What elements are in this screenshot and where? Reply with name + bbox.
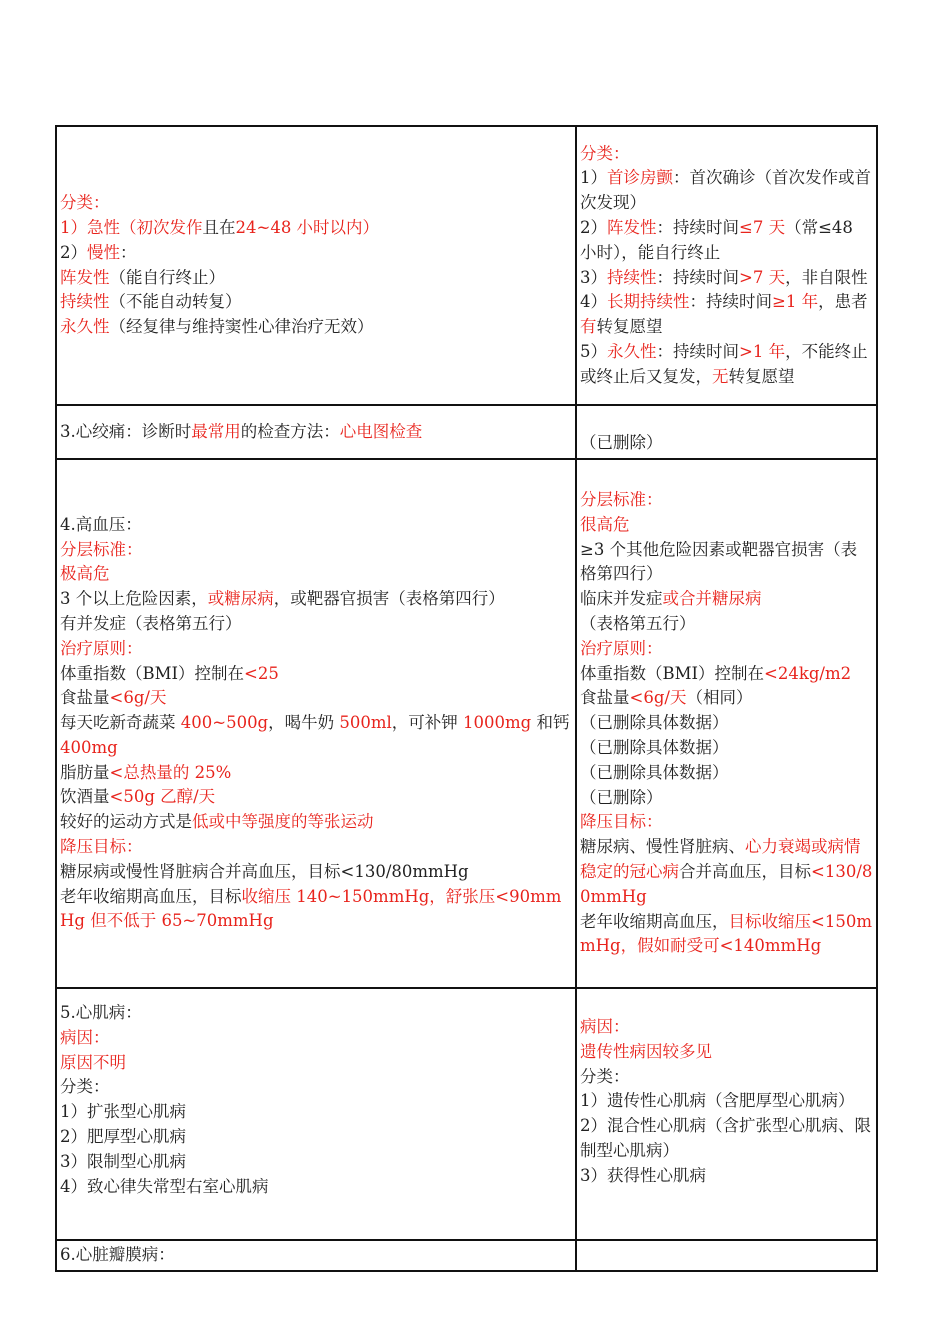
cell-line: [60, 711, 572, 761]
highlight-text: 低或中等强度的等张运动: [192, 812, 374, 832]
highlight-text: <总热量的 25%: [109, 762, 232, 782]
cell-line: [580, 686, 873, 711]
highlight-text: 持续性: [607, 267, 657, 287]
cell-line: [580, 1089, 873, 1114]
cell-line: [60, 885, 572, 935]
cell-line: [580, 513, 873, 538]
text-run: （已删除）: [580, 787, 663, 807]
highlight-text: 最常用: [191, 421, 241, 441]
cell-line: [580, 142, 873, 167]
text-run: 饮酒量: [60, 787, 110, 807]
text-run: 3）: [580, 267, 607, 287]
text-run: 3 个以上危险因素，: [60, 589, 208, 609]
cell-line: [580, 761, 873, 786]
text-run: （常≤48 小时），能自行终止: [580, 217, 853, 262]
text-run: ：持续时间: [689, 292, 772, 312]
text-run: 2）: [60, 242, 87, 262]
text-run: 转复愿望: [728, 366, 795, 386]
cell-line: [580, 290, 873, 340]
table-row-af: [56, 126, 877, 405]
text-run: 食盐量: [60, 688, 110, 708]
text-run: （已删除）: [580, 433, 663, 453]
comparison-table: [55, 125, 878, 1272]
highlight-text: 1000mg: [463, 713, 532, 733]
cell-line: [60, 1001, 572, 1026]
highlight-text: <130/80mmHg: [580, 861, 873, 906]
highlight-text: 很高危: [580, 514, 630, 534]
text-run: 分类：: [60, 1077, 110, 1097]
text-run: （已删除具体数据）: [580, 713, 729, 733]
cell-line: [580, 538, 873, 588]
text-run: ：持续时间: [656, 341, 739, 361]
cell-line: [60, 420, 572, 445]
highlight-text: <6g/天: [629, 688, 687, 708]
cell-line: [60, 191, 572, 216]
cell-line: [60, 810, 572, 835]
text-run: 体重指数（BMI）控制在: [580, 663, 765, 683]
highlight-text: 永久性: [607, 341, 657, 361]
text-run: 1）遗传性心肌病（含肥厚型心肌病）: [580, 1091, 855, 1111]
highlight-text: 永久性: [60, 317, 110, 337]
cell-line: [60, 1075, 572, 1100]
cell-line: [580, 711, 873, 736]
highlight-text: 或糖尿病: [207, 589, 274, 609]
cell-left: [56, 405, 576, 459]
cell-right: [576, 126, 877, 405]
text-run: ，不能终止或终止后又复发，: [580, 341, 868, 386]
table-row-hypertension: [56, 459, 877, 988]
text-run: 较好的运动方式是: [60, 812, 192, 832]
cell-line: [60, 290, 572, 315]
cell-line: [580, 340, 873, 390]
text-run: ，或靶器官损害（表格第四行）: [273, 589, 505, 609]
cell-line: [580, 835, 873, 909]
text-run: 体重指数（BMI）控制在: [60, 663, 245, 683]
text-run: 6.心脏瓣膜病：: [60, 1245, 175, 1264]
highlight-text: >1 年: [739, 341, 786, 361]
cell-line: [580, 810, 873, 835]
cell-line: [580, 1114, 873, 1164]
cell-line: [60, 513, 572, 538]
cell-line: [580, 637, 873, 662]
highlight-text: ≤7 天: [739, 217, 786, 237]
text-run: （已删除具体数据）: [580, 737, 729, 757]
cell-line: [60, 761, 572, 786]
cell-line: [60, 241, 572, 266]
cell-line: [580, 786, 873, 811]
cell-line: [60, 216, 572, 241]
highlight-text: >7 天: [739, 267, 786, 287]
cell-line: [60, 860, 572, 885]
cell-line: [60, 562, 572, 587]
highlight-text: <50g 乙醇/天: [109, 787, 216, 807]
cell-line: [580, 587, 873, 637]
highlight-text: 原因不明: [60, 1052, 126, 1072]
highlight-text: 长期持续性: [607, 292, 690, 312]
text-run: （表格第五行）: [580, 613, 696, 633]
text-run: 2）: [580, 217, 607, 237]
highlight-text: 降压目标：: [580, 812, 663, 832]
highlight-text: 极高危: [60, 564, 110, 584]
highlight-text: 初次发作: [136, 217, 203, 237]
highlight-text: <6g/天: [109, 688, 167, 708]
cell-line: [60, 538, 572, 563]
text-run: ，患者: [818, 292, 868, 312]
highlight-text: ≥1 年: [772, 292, 819, 312]
text-run: 临床并发症: [580, 589, 663, 609]
cell-line: [60, 266, 572, 291]
cell-line: [60, 1100, 572, 1125]
cell-right: [576, 1240, 877, 1271]
cell-line: [60, 612, 572, 637]
text-run: 4）: [580, 292, 607, 312]
cell-line: [580, 216, 873, 266]
cell-line: [580, 1015, 873, 1040]
text-run: ：: [120, 242, 137, 262]
text-run: 分类：: [580, 1066, 630, 1086]
cell-line: [60, 1243, 572, 1268]
highlight-text: 无: [712, 366, 729, 386]
text-run: 且在: [202, 217, 236, 237]
text-run: 合并高血压，目标: [679, 861, 811, 881]
highlight-text: 持续性: [60, 292, 110, 312]
highlight-text: <24kg/m2: [764, 663, 852, 683]
cell-line: [60, 315, 572, 340]
cell-line: [580, 166, 873, 216]
text-run: ，可补钾: [391, 713, 464, 733]
highlight-text: <25: [244, 663, 279, 683]
table-row-cardiomyopathy: [56, 988, 877, 1240]
text-run: 3.心绞痛：诊断时: [60, 421, 192, 441]
cell-line: [580, 1040, 873, 1065]
table-row-angina: [56, 405, 877, 459]
cell-line: [580, 662, 873, 687]
highlight-text: 病因：: [580, 1017, 630, 1036]
text-run: 和钙: [531, 713, 570, 733]
text-run: ：持续时间: [656, 267, 739, 287]
table-row-valve-disease: [56, 1240, 877, 1271]
highlight-text: 心电图检查: [339, 421, 423, 441]
cell-line: [60, 1175, 572, 1200]
text-run: ：首次确诊（首次发作或首次发现）: [580, 168, 871, 213]
cell-right: [576, 459, 877, 988]
text-run: 1）扩张型心肌病: [60, 1102, 186, 1122]
highlight-text: 降压目标：: [60, 837, 143, 857]
text-run: （已删除具体数据）: [580, 762, 729, 782]
cell-line: [580, 488, 873, 513]
cell-line: [60, 686, 572, 711]
highlight-text: 或合并糖尿病: [662, 589, 762, 609]
cell-line: [580, 910, 873, 960]
highlight-text: 阵发性: [60, 267, 110, 287]
text-run: ，喝牛奶: [268, 713, 340, 733]
text-run: 有并发症（表格第五行）: [60, 613, 242, 633]
cell-left: [56, 126, 576, 405]
text-run: 的检查方法：: [240, 421, 340, 441]
text-run: （相同）: [686, 688, 753, 708]
text-run: 4）致心律失常型右室心肌病: [60, 1176, 269, 1196]
highlight-text: 遗传性病因较多见: [580, 1041, 712, 1061]
cell-line: [60, 662, 572, 687]
highlight-text: 1）急性（: [60, 217, 137, 237]
text-run: 5.心肌病：: [60, 1003, 142, 1022]
cell-line: [580, 1065, 873, 1090]
highlight-text: 有: [580, 317, 597, 337]
cell-right: [576, 988, 877, 1240]
cell-line: [580, 1164, 873, 1189]
cell-line: [60, 1051, 572, 1076]
cell-line: [580, 266, 873, 291]
text-run: 2）混合性心肌病（含扩张型心肌病、限制型心肌病）: [580, 1116, 871, 1160]
cell-line: [60, 835, 572, 860]
highlight-text: 24~48 小时以内）: [235, 217, 380, 237]
text-run: 转复愿望: [596, 317, 663, 337]
highlight-text: 400~500g: [180, 713, 269, 733]
highlight-text: 分层标准：: [580, 490, 663, 509]
highlight-text: 500ml: [339, 713, 392, 733]
text-run: （经复律与维持窦性心律治疗无效）: [109, 317, 374, 337]
text-run: 脂肪量: [60, 762, 110, 782]
text-run: 糖尿病、慢性肾脏病、: [580, 837, 745, 857]
text-run: 1）: [580, 168, 607, 188]
cell-line: [60, 1026, 572, 1051]
cell-right: [576, 405, 877, 459]
highlight-text: 分类：: [60, 193, 110, 213]
highlight-text: 阵发性: [607, 217, 657, 237]
text-run: 食盐量: [580, 688, 630, 708]
text-run: 2）肥厚型心肌病: [60, 1126, 186, 1146]
text-run: ，非自限性: [785, 267, 868, 287]
text-run: 老年收缩期高血压，: [580, 911, 729, 931]
cell-line: [60, 1125, 572, 1150]
highlight-text: 慢性: [87, 242, 120, 262]
cell-line: [60, 637, 572, 662]
text-run: 3）获得性心肌病: [580, 1165, 706, 1185]
text-run: ：持续时间: [656, 217, 739, 237]
text-run: 3）限制型心肌病: [60, 1151, 186, 1171]
highlight-text: 病因：: [60, 1027, 110, 1047]
highlight-text: 目标收缩压<150mmHg，假如耐受可<140mmHg: [580, 911, 872, 956]
highlight-text: 分类：: [580, 143, 630, 163]
cell-line: [60, 587, 572, 612]
cell-line: [60, 1150, 572, 1175]
text-run: （不能自动转复）: [109, 292, 242, 312]
cell-line: [580, 431, 873, 456]
highlight-text: 治疗原则：: [60, 638, 143, 658]
cell-line: [580, 736, 873, 761]
highlight-text: 收缩压 140~150mmHg，舒张压<90mmHg 但不低于 65~70mmHg: [60, 886, 562, 931]
highlight-text: 首诊房颤: [607, 168, 673, 188]
text-run: 5）: [580, 341, 607, 361]
text-run: ≥3 个其他危险因素或靶器官损害（表格第四行）: [580, 539, 858, 584]
text-run: 每天吃新奇蔬菜: [60, 713, 181, 733]
highlight-text: 治疗原则：: [580, 638, 663, 658]
cell-line: [60, 785, 572, 810]
cell-left: [56, 459, 576, 988]
cell-left: [56, 988, 576, 1240]
text-run: （能自行终止）: [109, 267, 225, 287]
text-run: 糖尿病或慢性肾脏病合并高血压，目标<130/80mmHg: [60, 861, 469, 881]
text-run: 老年收缩期高血压，目标: [60, 886, 242, 906]
highlight-text: 400mg: [60, 737, 118, 757]
text-run: 4.高血压：: [60, 514, 142, 534]
highlight-text: 心力衰竭或病情稳定的冠心病: [580, 837, 861, 881]
cell-left: [56, 1240, 576, 1271]
highlight-text: 分层标准：: [60, 539, 143, 559]
